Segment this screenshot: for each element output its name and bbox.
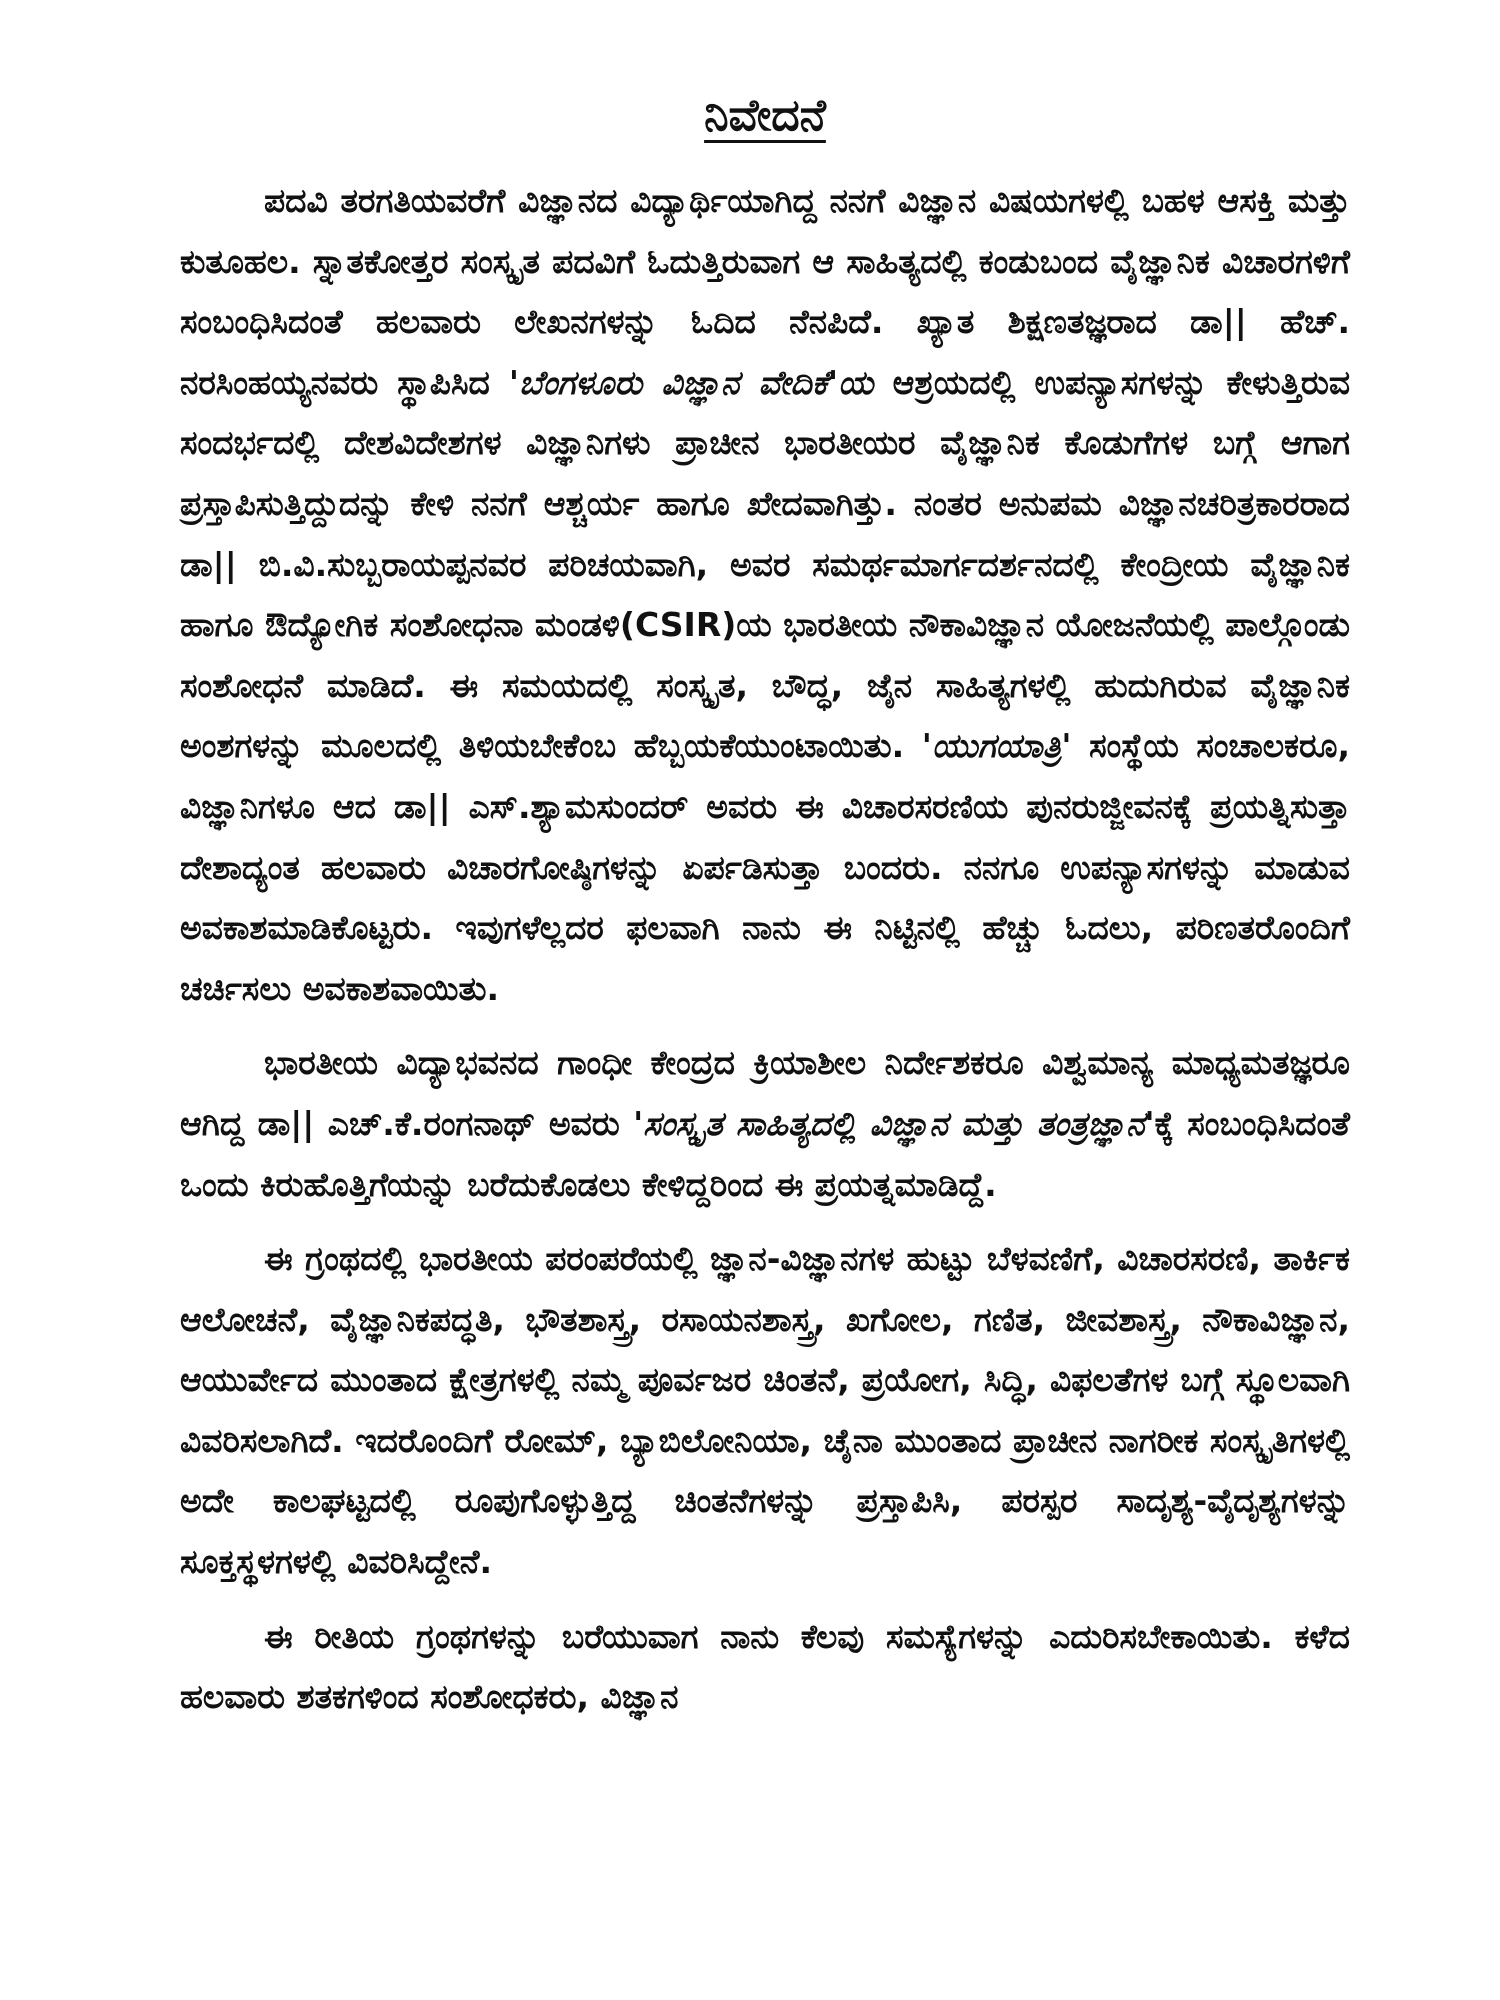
paragraph-2 [180, 1033, 1350, 1215]
paragraph-1-italic-a: 'ಬೆಂಗಳೂರು ವಿಜ್ಞಾನ ವೇದಿಕೆ'ಯ [508, 362, 874, 402]
paragraph-2-text-b: ಕ್ಕೆ ಸಂಬಂಧಿಸಿದಂತೆ ಒಂದು ಕಿರುಹೊತ್ತಿಗೆಯನ್ನು ಬರೆದುಕೊಡಲು ಕೇಳಿದ್ದರಿಂದ ಈ ಪ್ರಯತ್ನಮಾಡಿದ್ದೆ. [180, 1103, 1350, 1204]
document-page [180, 90, 1350, 1970]
paragraph-2-italic: 'ಸಂಸ್ಕೃತ ಸಾಹಿತ್ಯದಲ್ಲಿ ವಿಜ್ಞಾನ ಮತ್ತು ತಂತ್ರಜ್ಞಾನ' [633, 1103, 1155, 1143]
paragraph-2-text-a: ಭಾರತೀಯ ವಿದ್ಯಾಭವನದ ಗಾಂಧೀ ಕೇಂದ್ರದ ಕ್ರಿಯಾಶೀಲ ನಿರ್ದೇಶಕರೂ ವಿಶ್ವಮಾನ್ಯ ಮಾಧ್ಯಮತಜ್ಞರೂ ಆಗಿದ್ದ ಡಾ|| ಎಚ್.ಕೆ.ರಂಗನಾಥ್ ಅವರು [180, 1043, 1350, 1143]
paragraph-1-text-c: ಸಂಸ್ಥೆಯ ಸಂಚಾಲಕರೂ, ವಿಜ್ಞಾನಿಗಳೂ ಆದ ಡಾ|| ಎಸ್.ಶ್ಯಾಮಸುಂದರ್ ಅವರು ಈ ವಿಚಾರಸರಣಿಯ ಪುನರುಜ್ಜೀವನಕ್ಕೆ ಪ್ರಯತ್ನಿಸುತ್ತಾ ದೇಶಾದ್ಯಂತ ಹಲವಾರು ವಿಚಾರಗೋಷ್ಠಿಗಳನ್ನು ಏರ್ಪಡಿಸುತ್ತಾ ಬಂದರು. ನನಗೂ ಉಪನ್ಯಾಸಗಳನ್ನು ಮಾಡುವ ಅವಕಾಶಮಾಡಿಕೊಟ್ಟರು. ಇವುಗಳೆಲ್ಲದರ ಫಲವಾಗಿ ನಾನು ಈ ನಿಟ್ಟಿನಲ್ಲಿ ಹೆಚ್ಚು ಓದಲು, ಪರಿಣತರೊಂದಿಗೆ ಚರ್ಚಿಸಲು ಅವಕಾಶವಾಯಿತು. [180, 726, 1351, 1008]
paragraph-1-text-b: ಆಶ್ರಯದಲ್ಲಿ ಉಪನ್ಯಾಸಗಳನ್ನು ಕೇಳುತ್ತಿರುವ ಸಂದರ್ಭದಲ್ಲಿ ದೇಶವಿದೇಶಗಳ ವಿಜ್ಞಾನಿಗಳು ಪ್ರಾಚೀನ ಭಾರತೀಯರ ವೈಜ್ಞಾನಿಕ ಕೊಡುಗೆಗಳ ಬಗ್ಗೆ ಆಗಾಗ ಪ್ರಸ್ತಾಪಿಸುತ್ತಿದ್ದುದನ್ನು ಕೇಳಿ ನನಗೆ ಆಶ್ಚರ್ಯ ಹಾಗೂ ಖೇದವಾಗಿತ್ತು. ನಂತರ ಅನುಪಮ ವಿಜ್ಞಾನಚರಿತ್ರಕಾರರಾದ ಡಾ|| ಬಿ.ವಿ.ಸುಬ್ಬರಾಯಪ್ಪನವರ ಪರಿಚಯವಾಗಿ, ಅವರ ಸಮರ್ಥಮಾರ್ಗದರ್ಶನದಲ್ಲಿ ಕೇಂದ್ರೀಯ ವೈಜ್ಞಾನಿಕ ಹಾಗೂ ಔದ್ಯೋಗಿಕ ಸಂಶೋಧನಾ ಮಂಡಳಿ(CSIR)ಯ ಭಾರತೀಯ ನೌಕಾವಿಜ್ಞಾನ ಯೋಜನೆಯಲ್ಲಿ ಪಾಲ್ಗೊಂಡು ಸಂಶೋಧನೆ ಮಾಡಿದೆ. ಈ ಸಮಯದಲ್ಲಿ ಸಂಸ್ಕೃತ, ಬೌದ್ಧ, ಜೈನ ಸಾಹಿತ್ಯಗಳಲ್ಲಿ ಹುದುಗಿರುವ ವೈಜ್ಞಾನಿಕ ಅಂಶಗಳನ್ನು ಮೂಲದಲ್ಲಿ ತಿಳಿಯಬೇಕೆಂಬ ಹೆಬ್ಬಯಕೆಯುಂಟಾಯಿತು. [180, 362, 1351, 766]
paragraph-1-italic-b: 'ಯುಗಯಾತ್ರಿ' [921, 726, 1072, 766]
page-title-text: ನಿವೇದನೆ [704, 90, 826, 141]
page-title [180, 90, 1350, 141]
paragraph-4: ಈ ರೀತಿಯ ಗ್ರಂಥಗಳನ್ನು ಬರೆಯುವಾಗ ನಾನು ಕೆಲವು ಸಮಸ್ಯೆಗಳನ್ನು ಎದುರಿಸಬೇಕಾಯಿತು. ಕಳೆದ ಹಲವಾರು ಶತಕಗಳಿಂದ ಸಂಶೋಧಕರು, ವಿಜ್ಞಾನ [180, 1616, 1350, 1717]
paragraph-3: ಈ ಗ್ರಂಥದಲ್ಲಿ ಭಾರತೀಯ ಪರಂಪರೆಯಲ್ಲಿ ಜ್ಞಾನ-ವಿಜ್ಞಾನಗಳ ಹುಟ್ಟು ಬೆಳವಣಿಗೆ, ವಿಚಾರಸರಣಿ, ತಾರ್ಕಿಕ ಆಲೋಚನೆ, ವೈಜ್ಞಾನಿಕಪದ್ಧತಿ, ಭೌತಶಾಸ್ತ್ರ, ರಸಾಯನಶಾಸ್ತ್ರ, ಖಗೋಲ, ಗಣಿತ, ಜೀವಶಾಸ್ತ್ರ, ನೌಕಾವಿಜ್ಞಾನ, ಆಯುರ್ವೇದ ಮುಂತಾದ ಕ್ಷೇತ್ರಗಳಲ್ಲಿ ನಮ್ಮ ಪೂರ್ವಜರ ಚಿಂತನೆ, ಪ್ರಯೋಗ, ಸಿದ್ಧಿ, ವಿಫಲತೆಗಳ ಬಗ್ಗೆ ಸ್ಥೂಲವಾಗಿ ವಿವರಿಸಲಾಗಿದೆ. ಇದರೊಂದಿಗೆ ರೋಮ್, ಬ್ಯಾಬಿಲೋನಿಯಾ, ಚೈನಾ ಮುಂತಾದ ಪ್ರಾಚೀನ ನಾಗರೀಕ ಸಂಸ್ಕೃತಿಗಳಲ್ಲಿ ಅದೇ ಕಾಲಘಟ್ಟದಲ್ಲಿ ರೂಪುಗೊಳ್ಳುತ್ತಿದ್ದ ಚಿಂತನೆಗಳನ್ನು ಪ್ರಸ್ತಾಪಿಸಿ, ಪರಸ್ಪರ ಸಾದೃಶ್ಯ-ವೈದೃಶ್ಯಗಳನ್ನು ಸೂಕ್ತಸ್ಥಳಗಳಲ್ಲಿ ವಿವರಿಸಿದ್ದೇನೆ. [180, 1239, 1350, 1582]
paragraph-1 [180, 171, 1350, 1019]
paragraph-1-text-a: ಪದವಿ ತರಗತಿಯವರೆಗೆ ವಿಜ್ಞಾನದ ವಿದ್ಯಾರ್ಥಿಯಾಗಿದ್ದ ನನಗೆ ವಿಜ್ಞಾನ ವಿಷಯಗಳಲ್ಲಿ ಬಹಳ ಆಸಕ್ತಿ ಮತ್ತು ಕುತೂಹಲ. ಸ್ನಾತಕೋತ್ತರ ಸಂಸ್ಕೃತ ಪದವಿಗೆ ಓದುತ್ತಿರುವಾಗ ಆ ಸಾಹಿತ್ಯದಲ್ಲಿ ಕಂಡುಬಂದ ವೈಜ್ಞಾನಿಕ ವಿಚಾರಗಳಿಗೆ ಸಂಬಂಧಿಸಿದಂತೆ ಹಲವಾರು ಲೇಖನಗಳನ್ನು ಓದಿದ ನೆನಪಿದೆ. ಖ್ಯಾತ ಶಿಕ್ಷಣತಜ್ಞರಾದ ಡಾ|| ಹೆಚ್. ನರಸಿಂಹಯ್ಯನವರು ಸ್ಥಾಪಿಸಿದ [180, 181, 1350, 402]
